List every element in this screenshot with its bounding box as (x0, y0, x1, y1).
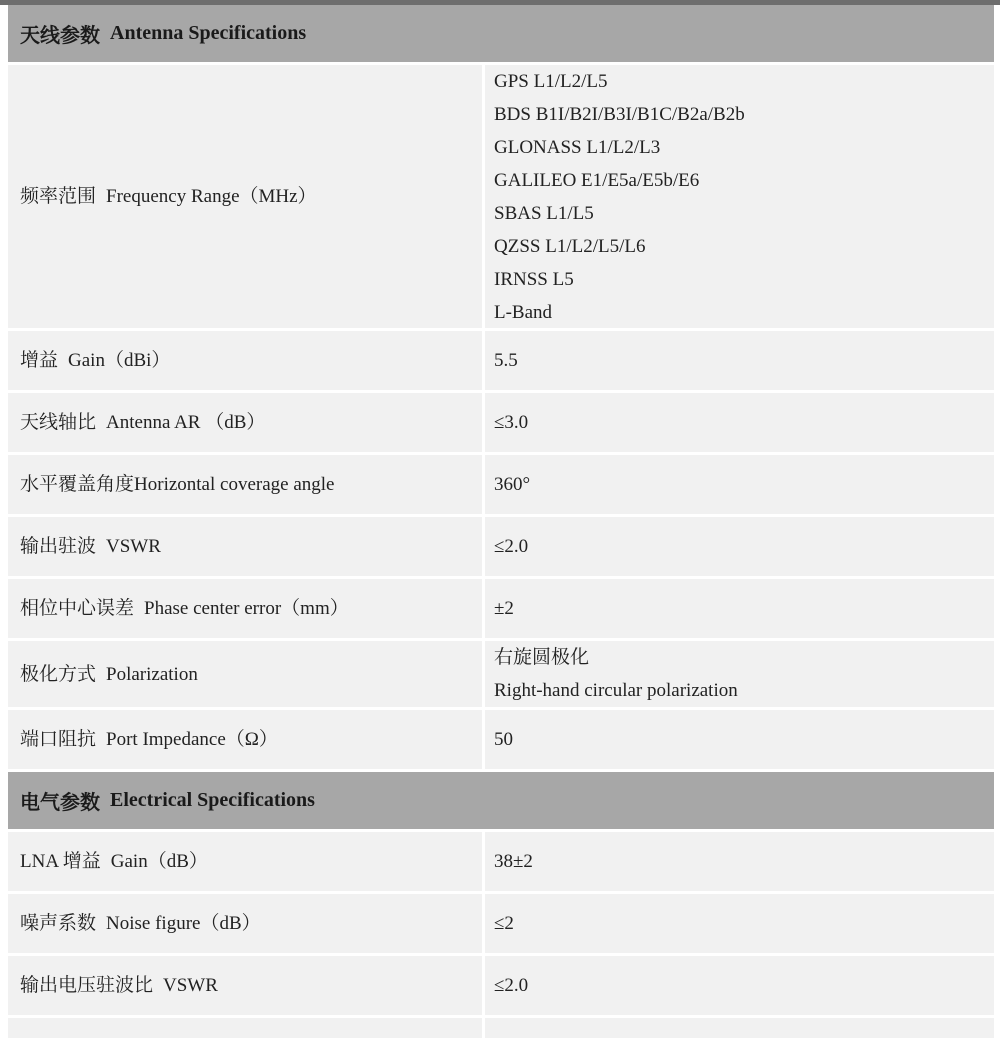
row-value (485, 393, 994, 452)
value-line: L-Band (494, 301, 553, 323)
table-row-partial (8, 1018, 994, 1038)
label-en: Port Impedance（Ω） (106, 729, 278, 750)
label-zh: 极化方式 (20, 663, 97, 685)
table-row-frequency-range (8, 65, 994, 331)
value-line: 360° (494, 474, 531, 495)
section-title-zh: 电气参数 (20, 792, 100, 814)
value-line: GLONASS L1/L2/L3 (494, 136, 661, 158)
row-label (8, 393, 485, 452)
label-zh: 频率范围 (20, 186, 97, 207)
label-en: Frequency Range（MHz） (106, 186, 317, 207)
table-row-phase-center-error (8, 579, 994, 641)
value-line: ≤2.0 (494, 536, 529, 557)
label-zh: 增益 (20, 350, 59, 371)
value-line: 右旋圆极化 (494, 647, 590, 668)
label-en: Gain（dBi） (68, 350, 171, 371)
table-row-port-impedance (8, 710, 994, 772)
label-zh: 水平覆盖角度 (20, 474, 135, 495)
value-line: ≤3.0 (494, 412, 529, 433)
label-en: Phase center error（mm） (144, 598, 349, 619)
value-line: QZSS L1/L2/L5/L6 (494, 235, 646, 257)
label-zh: 噪声系数 (20, 913, 97, 934)
row-value (485, 579, 994, 638)
label-zh: 天线轴比 (20, 412, 97, 433)
section-title-en: Electrical Specifications (110, 789, 315, 811)
row-value (485, 710, 994, 769)
label-zh: LNA 增益 (20, 851, 101, 872)
row-label (8, 1018, 485, 1038)
label-en: Polarization (106, 663, 198, 685)
row-label (8, 894, 485, 953)
table-row-horizontal-coverage (8, 455, 994, 517)
section-title-en: Antenna Specifications (110, 22, 307, 44)
row-value (485, 65, 994, 328)
row-label (8, 710, 485, 769)
label-en: Gain（dB） (110, 851, 208, 872)
table-row-polarization (8, 641, 994, 710)
spec-table (8, 5, 994, 1038)
value-line: ≤2.0 (494, 975, 529, 996)
label-en: VSWR (106, 536, 161, 557)
value-line: GPS L1/L2/L5 (494, 70, 608, 92)
label-en: Antenna AR （dB） (106, 412, 266, 433)
row-value (485, 517, 994, 576)
label-zh: 输出电压驻波比 (20, 975, 154, 996)
table-row-gain (8, 331, 994, 393)
row-label (8, 65, 485, 328)
row-label (8, 832, 485, 891)
row-value (485, 894, 994, 953)
value-line: ≤2 (494, 913, 514, 934)
label-en: VSWR (163, 975, 218, 996)
value-line: GALILEO E1/E5a/E5b/E6 (494, 169, 700, 191)
table-row-antenna-ar (8, 393, 994, 455)
row-value (485, 956, 994, 1015)
row-label (8, 517, 485, 576)
row-label (8, 331, 485, 390)
value-line: 5.5 (494, 350, 518, 371)
label-zh: 相位中心误差 (20, 598, 135, 619)
row-value (485, 1018, 994, 1038)
table-row-vswr (8, 517, 994, 579)
table-row-output-vswr (8, 956, 994, 1018)
row-value (485, 832, 994, 891)
label-zh: 端口阻抗 (20, 729, 97, 750)
row-value (485, 641, 994, 707)
value-line: 50 (494, 729, 513, 750)
row-label (8, 579, 485, 638)
section-header-electrical (8, 772, 994, 832)
value-line: BDS B1I/B2I/B3I/B1C/B2a/B2b (494, 103, 745, 125)
label-en: Horizontal coverage angle (134, 474, 335, 495)
value-line: IRNSS L5 (494, 268, 574, 290)
value-line: ±2 (494, 598, 514, 619)
table-row-lna-gain (8, 832, 994, 894)
label-en: Noise figure（dB） (106, 913, 261, 934)
table-row-noise-figure (8, 894, 994, 956)
section-title-zh: 天线参数 (20, 25, 100, 47)
row-label (8, 641, 485, 707)
value-line: 38±2 (494, 851, 533, 872)
value-line: Right-hand circular polarization (494, 680, 738, 701)
row-label (8, 455, 485, 514)
row-label (8, 956, 485, 1015)
row-value (485, 455, 994, 514)
value-line: SBAS L1/L5 (494, 202, 594, 224)
row-value (485, 331, 994, 390)
label-zh: 输出驻波 (20, 536, 97, 557)
section-header-antenna (8, 5, 994, 65)
